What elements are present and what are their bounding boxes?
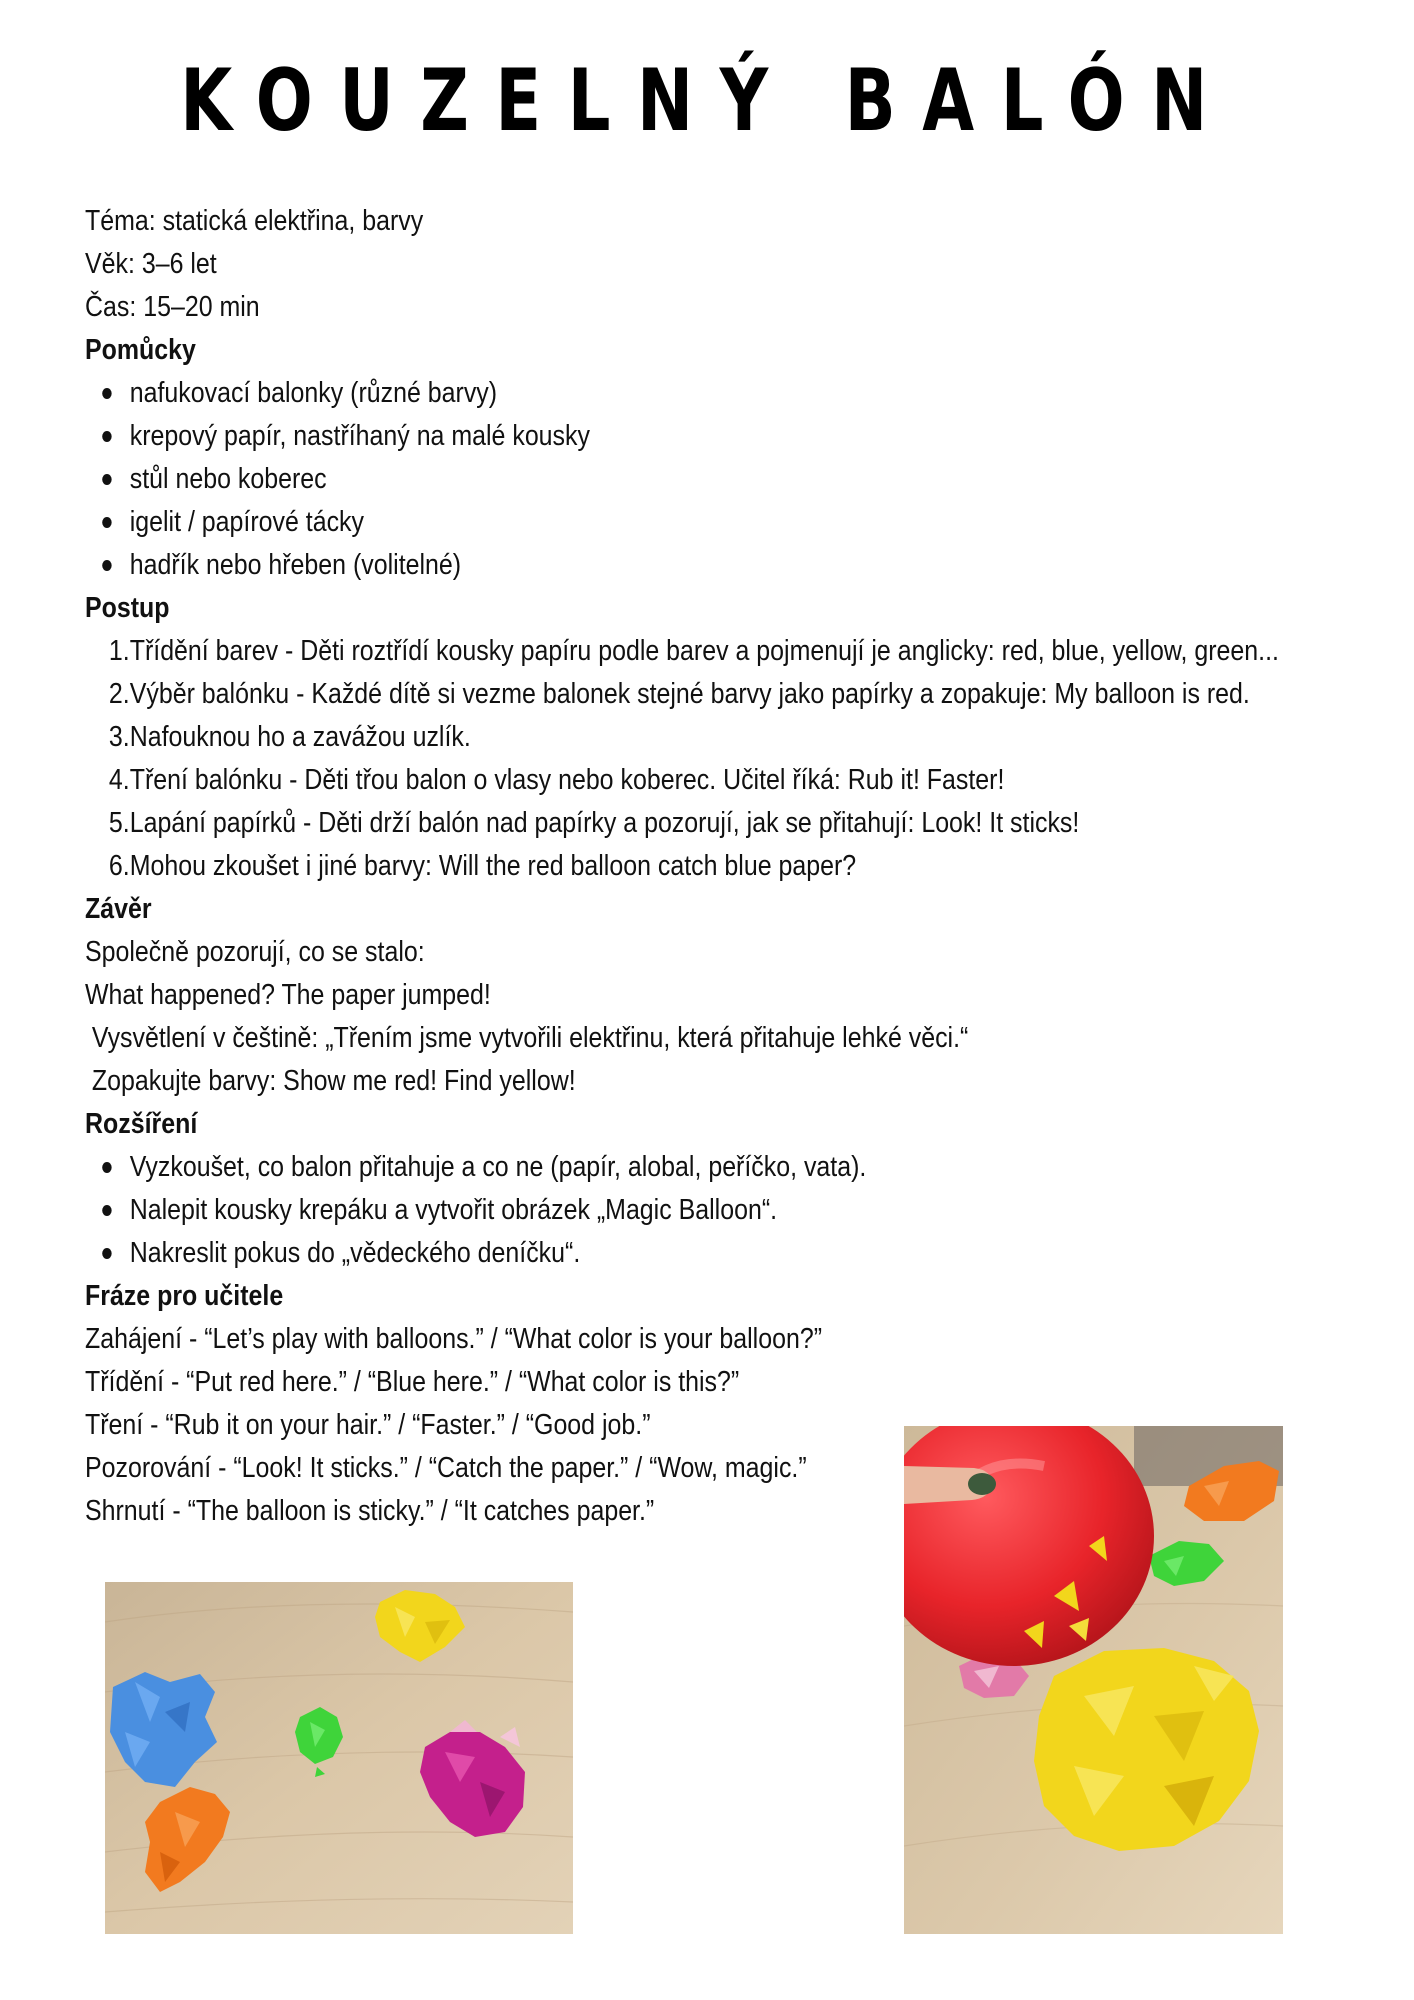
meta-topic: Téma: statická elektřina, barvy <box>85 205 424 237</box>
section-heading-conclusion: Závěr <box>85 893 152 925</box>
step-text: Třídění barev - Děti roztřídí kousky papíru podle barev a pojmenují je anglicky: red, blue, yellow, green... <box>129 635 1279 667</box>
phrase-line: Pozorování - “Look! It sticks.” / “Catch the paper.” / “Wow, magic.” <box>85 1452 807 1484</box>
step-text: Nafouknou ho a zavážou uzlík. <box>129 721 471 753</box>
section-heading-phrases: Fráze pro učitele <box>85 1280 284 1312</box>
phrase-line: Třídění - “Put red here.” / “Blue here.” / “What color is this?” <box>85 1366 740 1398</box>
meta-age: Věk: 3–6 let <box>85 248 217 280</box>
page-title: KOUZELNÝ BALÓN <box>180 51 1234 151</box>
step-text: Mohou zkoušet i jiné barvy: Will the red balloon catch blue paper? <box>129 850 857 882</box>
list-item: krepový papír, nastříhaný na malé kousky <box>85 415 1186 458</box>
step-number: 3. <box>108 721 130 753</box>
document-body <box>85 200 1279 1533</box>
meta-time: Čas: 15–20 min <box>85 291 260 323</box>
step-number: 4. <box>108 764 130 796</box>
photo-sorted-paper <box>105 1582 573 1934</box>
list-item: stůl nebo koberec <box>85 458 1186 501</box>
procedure-step <box>85 630 1279 673</box>
procedure-step <box>85 759 1186 802</box>
list-item: Nalepit kousky krepáku a vytvořit obrázek „Magic Balloon“. <box>85 1189 1186 1232</box>
photo-balloon-experiment <box>904 1426 1283 1934</box>
list-item: hadřík nebo hřeben (volitelné) <box>85 544 1186 587</box>
procedure-step <box>85 845 1186 888</box>
section-heading-materials: Pomůcky <box>85 334 196 366</box>
phrase-line: Zahájení - “Let’s play with balloons.” / “What color is your balloon?” <box>85 1323 823 1355</box>
list-item: Nakreslit pokus do „vědeckého deníčku“. <box>85 1232 1186 1275</box>
procedure-step <box>85 802 1186 845</box>
section-heading-extension: Rozšíření <box>85 1108 198 1140</box>
conclusion-line: What happened? The paper jumped! <box>85 979 491 1011</box>
step-text: Tření balónku - Děti třou balon o vlasy nebo koberec. Učitel říká: Rub it! Faster! <box>129 764 1005 796</box>
step-number: 6. <box>108 850 130 882</box>
procedure-step <box>85 673 1250 716</box>
conclusion-line: Společně pozorují, co se stalo: <box>85 936 425 968</box>
extension-list <box>85 1146 1186 1275</box>
step-text: Lapání papírků - Děti drží balón nad papírky a pozorují, jak se přitahují: Look! It sticks! <box>129 807 1080 839</box>
list-item: nafukovací balonky (různé barvy) <box>85 372 1186 415</box>
materials-list <box>85 372 1186 587</box>
list-item: Vyzkoušet, co balon přitahuje a co ne (papír, alobal, peříčko, vata). <box>85 1146 1186 1189</box>
section-heading-procedure: Postup <box>85 592 170 624</box>
procedure-step <box>85 716 1186 759</box>
conclusion-line: Vysvětlení v češtině: „Třením jsme vytvořili elektřinu, která přitahuje lehké věci.“ <box>91 1022 969 1054</box>
step-number: 2. <box>108 678 130 710</box>
step-number: 1. <box>108 635 130 667</box>
procedure-list <box>85 630 1279 888</box>
step-number: 5. <box>108 807 130 839</box>
phrase-line: Shrnutí - “The balloon is sticky.” / “It catches paper.” <box>85 1495 655 1527</box>
conclusion-line: Zopakujte barvy: Show me red! Find yellow! <box>91 1065 576 1097</box>
step-text: Výběr balónku - Každé dítě si vezme balonek stejné barvy jako papírky a zopakuje: My balloon is red. <box>129 678 1250 710</box>
list-item: igelit / papírové tácky <box>85 501 1186 544</box>
phrase-line: Tření - “Rub it on your hair.” / “Faster.” / “Good job.” <box>85 1409 651 1441</box>
